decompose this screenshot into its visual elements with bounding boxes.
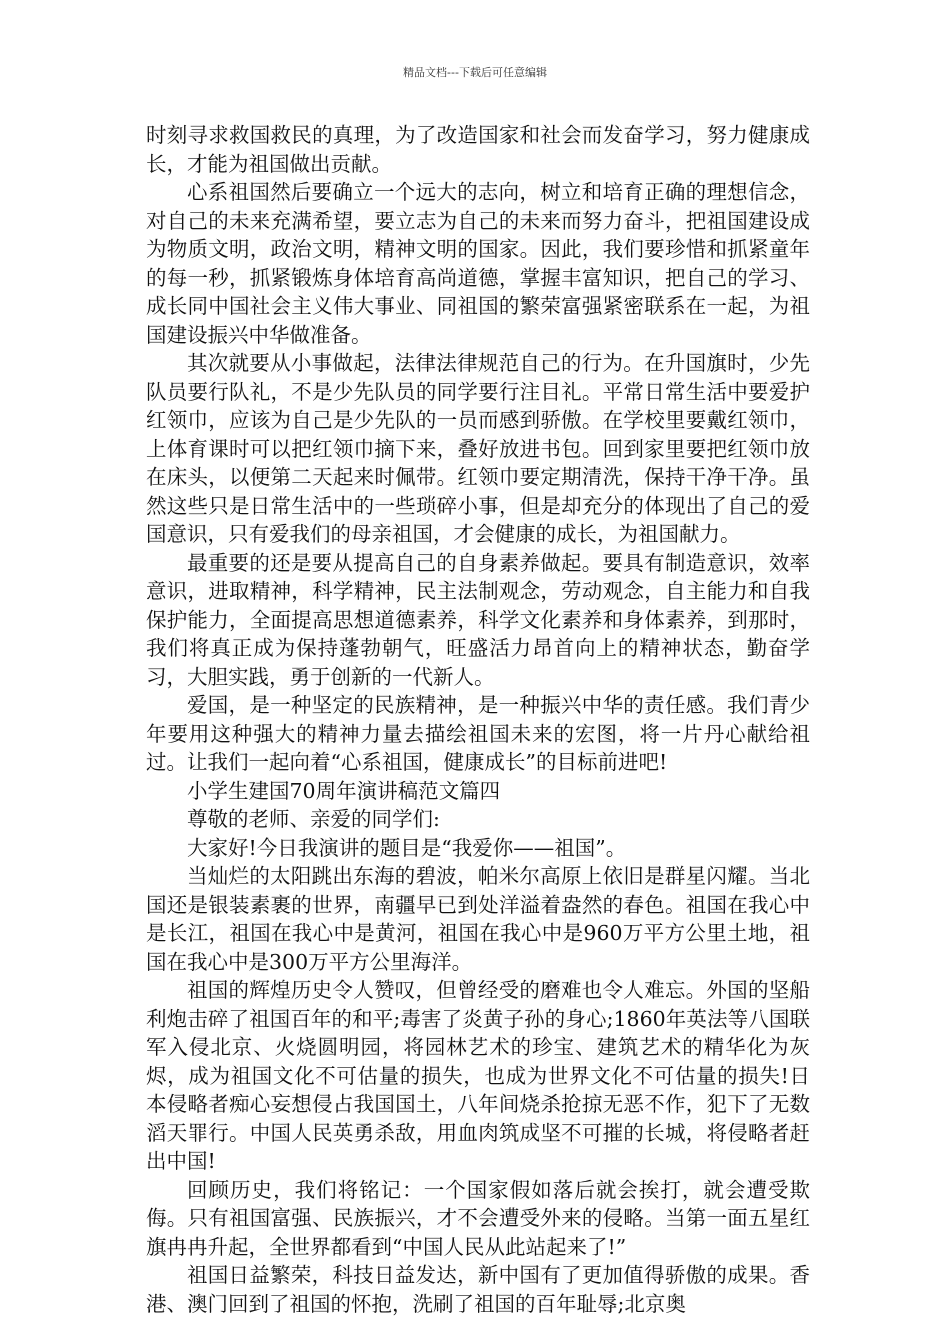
paragraph: 祖国的辉煌历史令人赞叹，但曾经受的磨难也令人难忘。外国的坚船利炮击碎了祖国百年的和平;毒害了炎黄子孙的身心;1860年英法等八国联军入侵北京、火烧圆明园，将园林艺术的珍宝、建筑艺术的精华化为灰烬，成为祖国文化不可估量的损失，也成为世界文化不可估量的损失!日本侵略者痴心妄想侵占我国国土，八年间烧杀抢掠无恶不作，犯下了无数滔天罪行。中国人民英勇杀敌，用血肉筑成坚不可摧的长城，将侵略者赶出中国!	[146, 978, 810, 1173]
document-body	[146, 121, 810, 1318]
paragraph: 祖国日益繁荣，科技日益发达，新中国有了更加值得骄傲的成果。香港、澳门回到了祖国的怀抱，洗刷了祖国的百年耻辱;北京奥	[146, 1263, 810, 1316]
paragraph: 回顾历史，我们将铭记：一个国家假如落后就会挨打，就会遭受欺侮。只有祖国富强、民族振兴，才不会遭受外来的侵略。当第一面五星红旗冉冉升起，全世界都看到“中国人民从此站起来了!”	[146, 1177, 810, 1259]
paragraph: 大家好!今日我演讲的题目是“我爱你——祖国”。	[187, 835, 627, 860]
paragraph: 当灿烂的太阳跳出东海的碧波，帕米尔高原上依旧是群星闪耀。当北国还是银装素裹的世界，南疆早已到处洋溢着盎然的春色。祖国在我心中是长江，祖国在我心中是黄河，祖国在我心中是960万平方公里土地，祖国在我心中是300万平方公里海洋。	[146, 864, 810, 974]
paragraph: 最重要的还是要从提高自己的自身素养做起。要具有制造意识，效率意识，进取精神，科学精神，民主法制观念，劳动观念，自主能力和自我保护能力，全面提高思想道德素养，科学文化素养和身体素养，到那时，我们将真正成为保持蓬勃朝气，旺盛活力昂首向上的精神状态，勤奋学习，大胆实践，勇于创新的一代新人。	[146, 550, 810, 689]
paragraph: 爱国，是一种坚定的民族精神，是一种振兴中华的责任感。我们青少年要用这种强大的精神力量去描绘祖国未来的宏图，将一片丹心献给祖过。让我们一起向着“心系祖国，健康成长”的目标前进吧!	[146, 693, 810, 774]
paragraph: 其次就要从小事做起，法律法律规范自己的行为。在升国旗时，少先队员要行队礼，不是少先队员的同学要行注目礼。平常日常生活中要爱护红领巾，应该为自己是少先队的一员而感到骄傲。在学校里要戴红领巾，上体育课时可以把红领巾摘下来，叠好放进书包。回到家里要把红领巾放在床头，以便第二天起来时佩带。红领巾要定期清洗，保持干净干净。虽然这些只是日常生活中的一些琐碎小事，但是却充分的体现出了自己的爱国意识，只有爱我们的母亲祖国，才会健康的成长，为祖国献力。	[146, 351, 810, 546]
salutation: 尊敬的老师、亲爱的同学们:	[187, 807, 440, 831]
paragraph: 心系祖国然后要确立一个远大的志向，树立和培育正确的理想信念，对自己的未来充满希望，要立志为自己的未来而努力奋斗，把祖国建设成为物质文明，政治文明，精神文明的国家。因此，我们要珍惜和抓紧童年的每一秒，抓紧锻炼身体培育高尚道德，掌握丰富知识，把自己的学习、成长同中国社会主义伟大事业、同祖国的繁荣富强紧密联系在一起，为祖国建设振兴中华做准备。	[146, 180, 810, 347]
page-header: 精品文档---下载后可任意编辑	[403, 66, 547, 79]
section-heading: 小学生建国70周年演讲稿范文篇四	[187, 778, 501, 803]
paragraph: 时刻寻求救国救民的真理，为了改造国家和社会而发奋学习，努力健康成长，才能为祖国做出贡献。	[146, 123, 810, 176]
